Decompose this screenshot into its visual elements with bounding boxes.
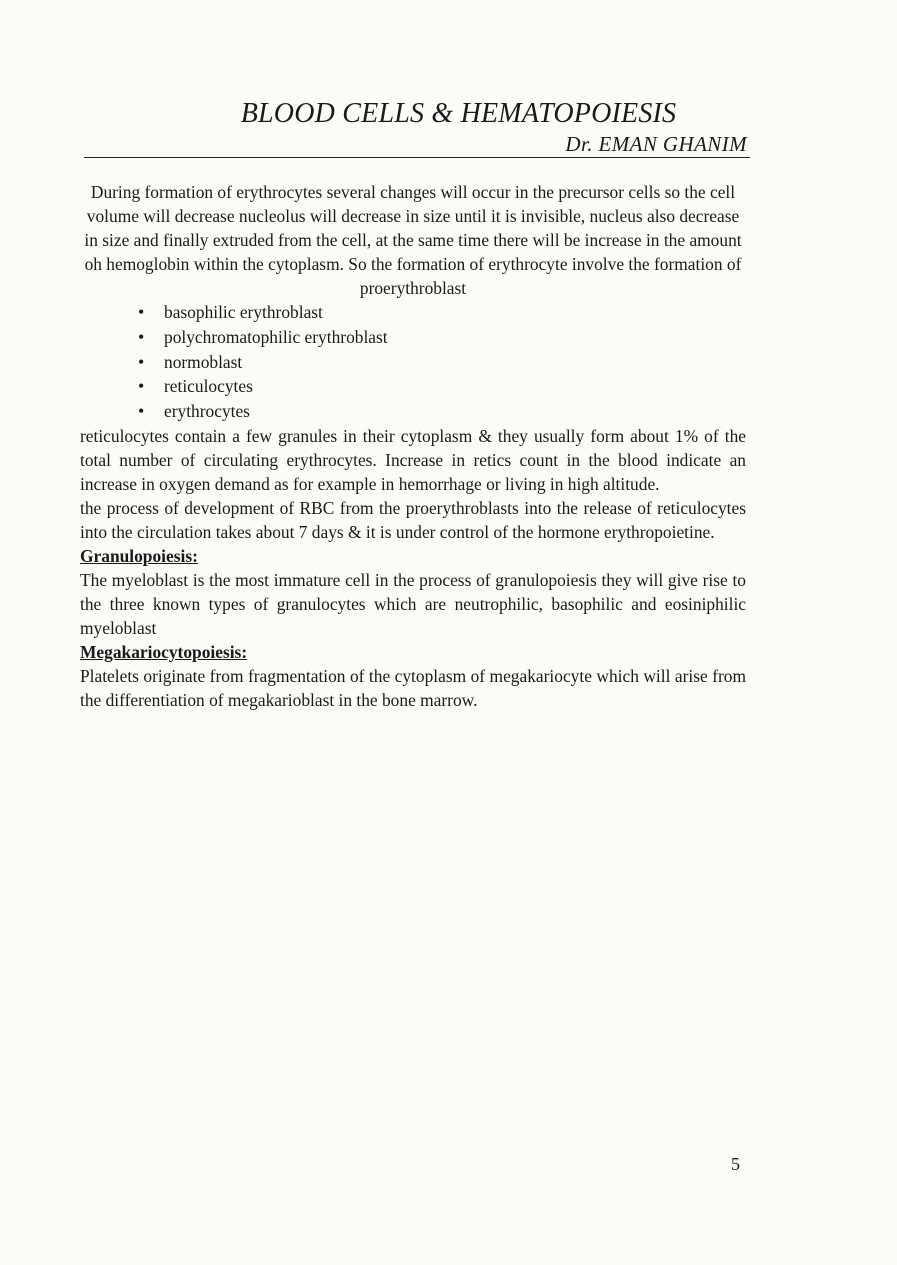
- erythropoiesis-intro: During formation of erythrocytes several changes will occur in the precursor cells so the cell volume will decrease nucleolus will decrease in size until it is invisible, nucleus also decrease in size and finally extruded from the cell, at the same time there will be increase in the amount oh hemoglobin within the cytoplasm. So the formation of erythrocyte involve the formation of proerythroblast: [84, 182, 742, 298]
- list-item: • erythrocytes: [164, 399, 746, 424]
- author-name: Dr. EMAN GHANIM: [565, 132, 747, 156]
- megakariocytopoiesis-heading: Megakariocytopoiesis:: [80, 641, 248, 662]
- list-item: • polychromatophilic erythroblast: [164, 325, 746, 350]
- page-content: [80, 180, 746, 712]
- page-title: BLOOD CELLS & HEMATOPOIESIS: [240, 98, 677, 129]
- list-item: • basophilic erythroblast: [164, 300, 746, 325]
- list-item: • reticulocytes: [164, 374, 746, 399]
- erythropoiesis-stage-list: [80, 300, 746, 424]
- header-rule: [84, 157, 750, 158]
- list-item: • normoblast: [164, 350, 746, 375]
- rbc-development-paragraph: the process of development of RBC from the proerythroblasts into the release of reticulocytes into the circulation takes about 7 days & it is under control of the hormone erythropoietine.: [80, 497, 746, 542]
- granulopoiesis-heading: Granulopoiesis:: [80, 545, 198, 566]
- reticulocytes-paragraph: reticulocytes contain a few granules in their cytoplasm & they usually form about 1% of the total number of circulating erythrocytes. Increase in retics count in the blood indicate an increase in oxygen demand as for example in hemorrhage or living in high altitude.: [80, 425, 746, 494]
- megakariocytopoiesis-paragraph: Platelets originate from fragmentation of the cytoplasm of megakariocyte which will arise from the differentiation of megakarioblast in the bone marrow.: [80, 665, 746, 710]
- page-number: 5: [731, 1154, 740, 1174]
- granulopoiesis-paragraph: The myeloblast is the most immature cell in the process of granulopoiesis they will give rise to the three known types of granulocytes which are neutrophilic, basophilic and eosiniphilic myeloblast: [80, 569, 746, 638]
